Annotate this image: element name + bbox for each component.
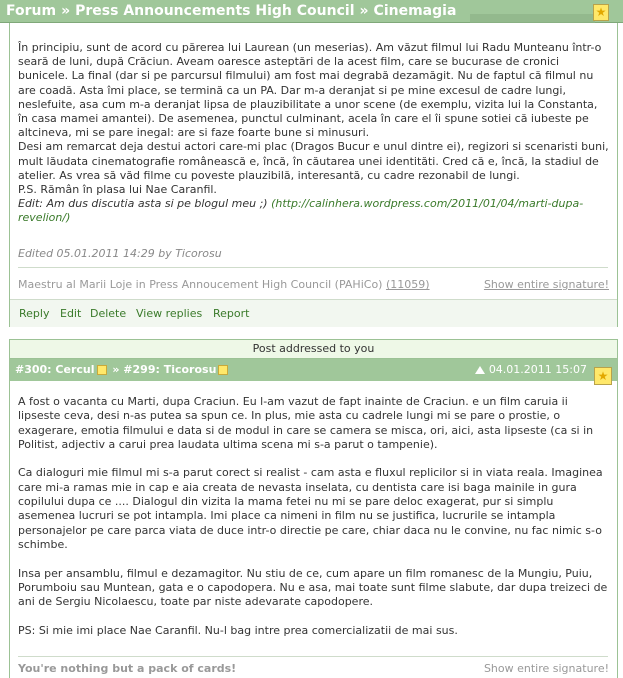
post-paragraph: Desi am remarcat deja destui actori care-mi plac (Dragos Bucur e unul dintre ei), regizori si scenaristi buni, mult lăudata cinematografie românească e, încă, în căutarea unei identităti. Cred că e, încă, la stadiul de atelier. As vrea să văd filme cu poveste plauzibilă, interesantă, cu cadre rezonabil de lungi.	[18, 140, 609, 182]
breadcrumb-press-council[interactable]: Press Announcements High Council	[75, 3, 355, 19]
post-paragraph: Insa per ansamblu, filmul e dezamagitor. Nu stiu de ce, cum apare un film romanesc de la Mungiu, Puiu, Porumboiu sau Muntean, gata e o capodopera. Nu e asa, mai toate sunt filme slabute, dar dupa treizeci de ani de Sergiu Nicolaescu, toate par niste adevarate capodopere.	[18, 566, 608, 609]
edit-note	[18, 197, 610, 225]
post-header	[10, 359, 617, 381]
signature	[18, 278, 430, 291]
post-ref-current[interactable]: #300: Cercul	[15, 363, 95, 376]
blog-link[interactable]: (http://calinhera.wordpress.com/2011/01/04/marti-dupa-revelion/)	[18, 197, 584, 225]
post-paragraph: A fost o vacanta cu Marti, dupa Craciun. Eu l-am vazut de fapt inainte de Craciun. e un film caruia ii lipseste ceva, desi n-as putea sa spun ce. In plus, mie asta cu cadrele lungi mi se pare o prostie, o exagerare, emotia filmului e data si de modul in care se camera se misca, ori, aici, asta lipseste (ca si in Politist, adjectiv a carui prea laudata ultima scena mi s-a parut o tampenie).	[18, 395, 594, 451]
report-link[interactable]: Report	[213, 307, 250, 320]
breadcrumb-forum[interactable]: Forum	[6, 3, 57, 19]
up-arrow-icon[interactable]	[475, 366, 485, 374]
post-paragraph: PS: Si mie imi place Nae Caranfil. Nu-l bag intre prea comercializatii de mai sus.	[18, 623, 458, 637]
post-date	[475, 359, 587, 381]
star-icon	[218, 365, 228, 375]
reply-link[interactable]: Reply	[19, 307, 50, 320]
view-replies-link[interactable]: View replies	[136, 307, 203, 320]
delete-link[interactable]: Delete	[90, 307, 127, 320]
star-icon	[97, 365, 107, 375]
edit-link[interactable]: Edit	[60, 307, 82, 320]
breadcrumb-cinemagia[interactable]: Cinemagia	[373, 3, 457, 19]
post-paragraph: În principiu, sunt de acord cu părerea lui Laurean (un meserias). Am văzut filmul lui Radu Munteanu într-o seară de luni, după Crăciun. Aveam oaresce asteptări de la acest film, care se bucurase de cronici bunicele. La final (dar si pe parcursul filmului) am fost mai degrabă dezamăgit. Nu de faptul că filmul nu are coadă. Asta îmi place, se termină ca un PA. Dar m-a deranjat si pe mine excesul de cadre lungi, neslefuite, asa cum m-a deranjat lipsa de plauzibilitate a unor scene (de exemplu, vizita lui la Constanta, în casa mamei amantei). De asemenea, punctul culminant, acela în care el îi spune sotiei că iubeste pe altcineva, mi se pare inegal: are si faze foarte bune si minusuri.	[18, 41, 602, 140]
post-body	[18, 395, 613, 652]
edited-info: Edited 05.01.2011 14:29 by Ticorosu	[18, 247, 222, 260]
show-signature-link[interactable]: Show entire signature!	[483, 662, 609, 675]
star-icon[interactable]: ★	[593, 4, 609, 21]
post-body	[18, 41, 610, 226]
edit-note-text: Edit: Am dus discutia asta si pe blogul meu ;)	[18, 197, 268, 211]
post-paragraph: Ca dialoguri mie filmul mi s-a parut corect si realist - cam asta e fluxul replicilor si in viata reala. Imaginea care mi-a ramas mie in cap e aia creata de nevasta inselata, cu dentista care isi baga mainile in gura copilului dupa ce .... Dialogul din vizita la mama fetei nu mi se pare deloc exagerat, pur si simplu asemenea lucruri se pot intampla. Imi place ca nimeni in film nu se justifica, lucrurile se intampla personajelor pe care parca viata de duce intr-o directie pe care, chiar daca nu le convine, nu fac nimic s-o schimbe.	[18, 466, 603, 551]
ref-separator: »	[112, 363, 120, 376]
signature-text: Maestru al Marii Loje in Press Annoucement High Council (PAHiCo)	[18, 278, 383, 291]
signature: You're nothing but a pack of cards!	[18, 662, 237, 675]
addressed-banner: Post addressed to you	[10, 340, 617, 359]
signature-divider	[18, 267, 608, 268]
breadcrumb-separator: »	[359, 3, 369, 19]
post-refs	[15, 359, 230, 381]
signature-count-link[interactable]: (11059)	[385, 278, 430, 291]
post-cercul	[9, 339, 618, 678]
previous-post-header-fragment	[470, 14, 595, 23]
post-ticorosu	[9, 23, 618, 327]
signature-divider	[18, 656, 608, 657]
star-icon[interactable]: ★	[594, 367, 612, 385]
post-date-text: 04.01.2011 15:07	[488, 363, 587, 376]
show-signature-link[interactable]: Show entire signature!	[483, 278, 609, 291]
post-paragraph: P.S. Rămân în plasa lui Nae Caranfil.	[18, 183, 217, 197]
post-ref-parent[interactable]: #299: Ticorosu	[123, 363, 217, 376]
breadcrumb-separator: »	[61, 3, 71, 19]
post-actions	[10, 299, 617, 327]
